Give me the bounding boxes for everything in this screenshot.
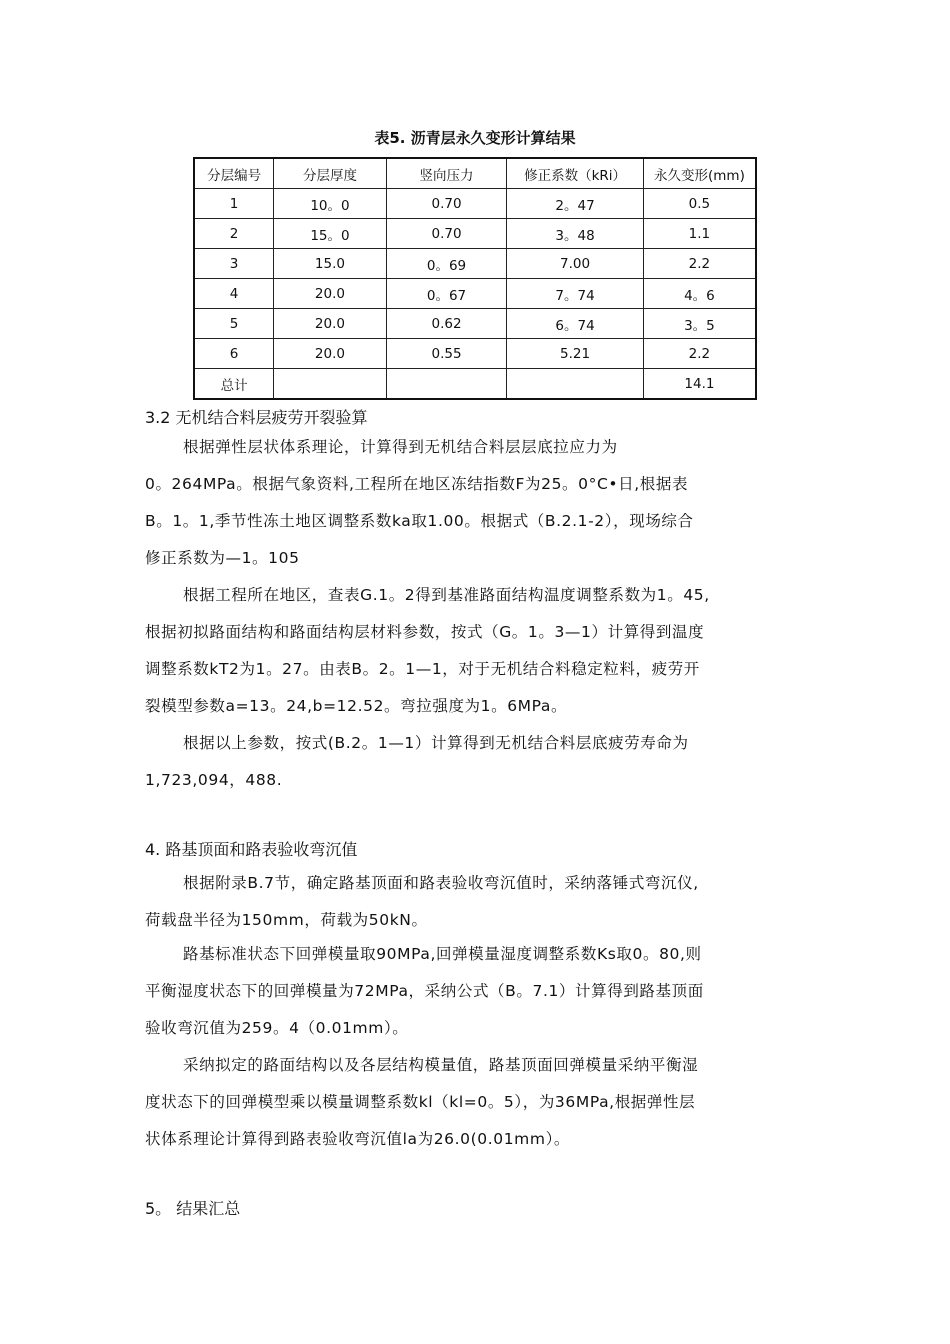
table-row xyxy=(194,249,756,279)
table-cell: 2 xyxy=(194,219,274,249)
table-row xyxy=(194,339,756,369)
table-cell: 10。0 xyxy=(274,189,387,219)
table-cell: 0.70 xyxy=(386,189,507,219)
section-3-2-heading: 3.2 无机结合料层疲劳开裂验算 xyxy=(145,408,368,427)
table-header-cell: 分层编号 xyxy=(194,158,274,189)
text-line: 根据以上参数，按式(B.2。1—1）计算得到无机结合料层底疲劳寿命为 xyxy=(183,734,689,752)
paragraph xyxy=(145,725,809,799)
table-cell: 0.55 xyxy=(386,339,507,369)
paragraph xyxy=(145,1047,809,1158)
table-cell: 20.0 xyxy=(274,279,387,309)
section-4-heading: 4. 路基顶面和路表验收弯沉值 xyxy=(145,840,358,859)
table-cell: 7.00 xyxy=(507,249,644,279)
table-cell: 6。74 xyxy=(507,309,644,339)
text-line: 平衡湿度状态下的回弹模量为72MPa，采纳公式（B。7.1）计算得到路基顶面 xyxy=(145,982,704,1000)
table-header-cell: 修正系数（kRi） xyxy=(507,158,644,189)
deformation-table xyxy=(193,157,757,400)
table-cell: 3。5 xyxy=(643,309,756,339)
table-total-row xyxy=(194,369,756,400)
text-line: 度状态下的回弹模型乘以模量调整系数kl（kl=0。5），为36MPa,根据弹性层 xyxy=(145,1093,696,1111)
table-cell: 5.21 xyxy=(507,339,644,369)
paragraph xyxy=(145,577,809,725)
table-cell: 0.70 xyxy=(386,219,507,249)
table-cell: 5 xyxy=(194,309,274,339)
text-line: 验收弯沉值为259。4（0.01mm）。 xyxy=(145,1019,409,1037)
table-cell: 0.62 xyxy=(386,309,507,339)
table-cell: 1.1 xyxy=(643,219,756,249)
text-line: 路基标准状态下回弹模量取90MPa,回弹模量湿度调整系数Ks取0。80,则 xyxy=(183,945,702,963)
paragraph xyxy=(145,429,809,577)
text-line: 裂模型参数a=13。24,b=12.52。弯拉强度为1。6MPa。 xyxy=(145,697,568,715)
table-header-row xyxy=(194,158,756,189)
text-line: 根据附录B.7节，确定路基顶面和路表验收弯沉值时，采纳落锤式弯沉仪, xyxy=(183,874,699,892)
table-cell: 0.5 xyxy=(643,189,756,219)
table-cell: 15.0 xyxy=(274,249,387,279)
table-cell: 2.2 xyxy=(643,339,756,369)
table-cell: 4。6 xyxy=(643,279,756,309)
table-cell: 20.0 xyxy=(274,339,387,369)
table-cell: 1 xyxy=(194,189,274,219)
text-line: 根据工程所在地区，查表G.1。2得到基准路面结构温度调整系数为1。45, xyxy=(183,586,710,604)
text-line: 荷载盘半径为150mm，荷载为50kN。 xyxy=(145,911,428,929)
text-line: 根据弹性层状体系理论，计算得到无机结合料层层底拉应力为 xyxy=(183,438,618,456)
text-line: 1,723,094，488. xyxy=(145,771,283,789)
table-cell: 14.1 xyxy=(643,369,756,400)
table-cell xyxy=(274,369,387,400)
table-cell: 15。0 xyxy=(274,219,387,249)
table-cell: 3 xyxy=(194,249,274,279)
table-row xyxy=(194,279,756,309)
table-header-cell: 分层厚度 xyxy=(274,158,387,189)
paragraph xyxy=(145,865,809,939)
section-5-heading: 5。 结果汇总 xyxy=(145,1199,241,1218)
table-cell xyxy=(507,369,644,400)
table-cell: 20.0 xyxy=(274,309,387,339)
table-row xyxy=(194,309,756,339)
table-cell: 7。74 xyxy=(507,279,644,309)
text-line: 0。264MPa。根据气象资料,工程所在地区冻结指数F为25。0°C•日,根据表 xyxy=(145,475,689,493)
table-cell: 2.2 xyxy=(643,249,756,279)
paragraph xyxy=(145,936,809,1047)
table-cell: 4 xyxy=(194,279,274,309)
table-header-cell: 永久变形(mm) xyxy=(643,158,756,189)
text-line: 根据初拟路面结构和路面结构层材料参数，按式（G。1。3—1）计算得到温度 xyxy=(145,623,705,641)
text-line: 修正系数为—1。105 xyxy=(145,549,300,567)
text-line: 采纳拟定的路面结构以及各层结构模量值，路基顶面回弹模量采纳平衡湿 xyxy=(183,1056,699,1074)
table-cell: 总计 xyxy=(194,369,274,400)
table-row xyxy=(194,189,756,219)
table-cell: 0。67 xyxy=(386,279,507,309)
text-line: 调整系数kT2为1。27。由表B。2。1—1，对于无机结合料稳定粒料，疲劳开 xyxy=(145,660,700,678)
table-caption: 表5. 沥青层永久变形计算结果 xyxy=(374,129,576,147)
table-cell: 0。69 xyxy=(386,249,507,279)
table-cell: 3。48 xyxy=(507,219,644,249)
table-row xyxy=(194,219,756,249)
table-header-cell: 竖向压力 xyxy=(386,158,507,189)
text-line: B。1。1,季节性冻土地区调整系数ka取1.00。根据式（B.2.1-2），现场综合 xyxy=(145,512,694,530)
table-cell: 2。47 xyxy=(507,189,644,219)
text-line: 状体系理论计算得到路表验收弯沉值la为26.0(0.01mm）。 xyxy=(145,1130,571,1148)
table-cell: 6 xyxy=(194,339,274,369)
table-cell xyxy=(386,369,507,400)
